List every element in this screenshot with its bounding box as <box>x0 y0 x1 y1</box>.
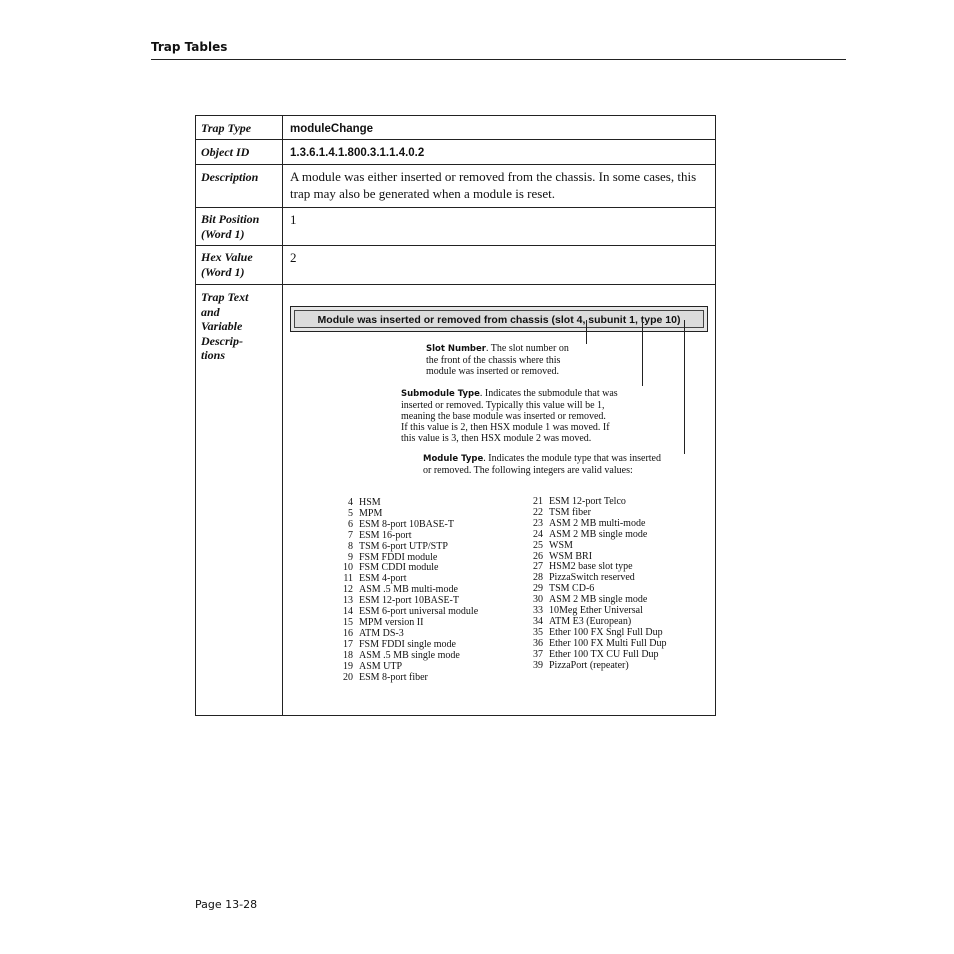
leader-line-module-type <box>684 320 685 454</box>
module-type-number: 18 <box>343 649 353 661</box>
module-type-line1: . Indicates the module type that was inserted <box>483 453 661 464</box>
trap-text-label <box>201 290 277 363</box>
module-type-item <box>331 673 478 684</box>
module-type-item <box>521 661 667 672</box>
module-type-item <box>331 542 478 553</box>
module-type-number: 23 <box>533 517 543 529</box>
submodule-type-line5: this value is 3, then HSX module 2 was moved. <box>401 433 592 444</box>
bit-position-label-line2: (Word 1) <box>201 226 245 241</box>
module-type-name: FSM FDDI module <box>359 551 438 563</box>
slot-number-note <box>426 343 626 377</box>
module-type-number: 26 <box>533 550 543 562</box>
submodule-type-line4: If this value is 2, then HSX module 1 was moved. If <box>401 422 610 433</box>
module-type-term: Module Type <box>423 454 484 464</box>
module-type-name: ESM 12-port 10BASE-T <box>359 595 459 607</box>
module-type-name: TSM fiber <box>549 506 591 518</box>
module-type-number: 14 <box>343 606 353 618</box>
submodule-type-line2: inserted or removed. Typically this value will be 1, <box>401 400 605 411</box>
row-bit-position <box>196 208 715 246</box>
module-type-number: 17 <box>343 638 353 650</box>
hex-value-value: 2 <box>290 250 297 265</box>
module-type-name: WSM <box>549 539 573 551</box>
module-type-list-left <box>331 498 478 683</box>
leader-line-slot <box>586 320 587 344</box>
object-id-value: 1.3.6.1.4.1.800.3.1.1.4.0.2 <box>290 147 425 159</box>
object-id-label: Object ID <box>201 145 250 159</box>
module-type-number: 4 <box>348 497 353 508</box>
module-type-name: ASM .5 MB multi-mode <box>359 584 458 596</box>
module-type-number: 33 <box>533 605 543 617</box>
module-type-number: 10 <box>343 562 353 574</box>
module-type-item <box>331 651 478 662</box>
module-type-number: 11 <box>343 573 353 585</box>
module-type-number: 30 <box>533 594 543 606</box>
module-type-name: PizzaPort (repeater) <box>549 659 629 671</box>
slot-number-line3: module was inserted or removed. <box>426 366 560 377</box>
hex-value-label-line2: (Word 1) <box>201 264 245 279</box>
module-type-number: 19 <box>343 660 353 672</box>
module-type-item <box>521 650 667 661</box>
row-trap-type <box>196 116 715 140</box>
trap-text-label-line5: tions <box>201 348 226 362</box>
module-type-number: 9 <box>348 551 353 563</box>
module-type-number: 12 <box>343 584 353 596</box>
module-type-number: 34 <box>533 615 543 627</box>
slot-number-line1: . The slot number on <box>485 343 569 354</box>
module-type-number: 28 <box>533 572 543 584</box>
module-type-line2: or removed. The following integers are valid values: <box>423 465 633 476</box>
module-type-note <box>423 453 708 476</box>
module-type-name: FSM CDDI module <box>359 562 439 574</box>
module-type-number: 20 <box>343 671 353 683</box>
module-type-item <box>331 531 478 542</box>
module-type-name: ATM DS-3 <box>359 627 404 639</box>
module-type-number: 36 <box>533 637 543 649</box>
module-type-item <box>521 530 667 541</box>
module-type-number: 39 <box>533 659 543 671</box>
leader-line-submodule <box>642 320 643 386</box>
header-rule <box>151 59 846 60</box>
module-type-name: ESM 12-port Telco <box>549 496 626 507</box>
module-type-name: ESM 8-port fiber <box>359 671 428 683</box>
slot-number-line2: the front of the chassis where this <box>426 355 561 366</box>
submodule-type-term: Submodule Type <box>401 389 480 399</box>
module-type-number: 13 <box>343 595 353 607</box>
row-description <box>196 165 715 208</box>
module-type-number: 7 <box>348 529 353 541</box>
module-type-name: ESM 4-port <box>359 573 407 585</box>
module-type-number: 8 <box>348 540 353 552</box>
module-type-item <box>521 541 667 552</box>
running-header: Trap Tables <box>151 40 228 54</box>
module-type-name: TSM CD-6 <box>549 583 595 595</box>
submodule-type-note <box>401 388 661 444</box>
module-type-item <box>331 618 478 629</box>
module-type-name: FSM FDDI single mode <box>359 638 456 650</box>
module-type-name: MPM version II <box>359 616 424 628</box>
trap-text-label-line1: Trap Text <box>201 290 249 304</box>
module-type-name: Ether 100 TX CU Full Dup <box>549 648 659 660</box>
module-type-list-right <box>521 497 667 672</box>
hex-value-label-line1: Hex Value <box>201 250 253 264</box>
module-type-number: 22 <box>533 506 543 518</box>
module-type-number: 24 <box>533 528 543 540</box>
module-type-name: 10Meg Ether Universal <box>549 605 643 617</box>
module-type-number: 37 <box>533 648 543 660</box>
module-type-name: ESM 8-port 10BASE-T <box>359 518 454 530</box>
module-type-name: ASM .5 MB single mode <box>359 649 460 661</box>
trap-message-box <box>290 306 708 332</box>
module-type-name: TSM 6-port UTP/STP <box>359 540 448 552</box>
hex-value-label <box>201 250 277 279</box>
trap-type-value: moduleChange <box>290 123 374 135</box>
module-type-number: 29 <box>533 583 543 595</box>
description-value: A module was either inserted or removed from the chassis. In some cases, this trap may also be generated when a module is reset. <box>290 169 697 201</box>
module-type-name: PizzaSwitch reserved <box>549 572 635 584</box>
description-label: Description <box>201 170 259 184</box>
slot-number-term: Slot Number <box>426 344 486 354</box>
module-type-name: ASM 2 MB single mode <box>549 528 648 540</box>
trap-text-label-line3: Variable <box>201 319 243 333</box>
trap-type-label: Trap Type <box>201 121 252 135</box>
submodule-type-line1: . Indicates the submodule that was <box>479 388 618 399</box>
module-type-name: ESM 6-port universal module <box>359 606 479 618</box>
module-type-name: WSM BRI <box>549 550 593 562</box>
module-type-number: 16 <box>343 627 353 639</box>
module-type-item <box>331 662 478 673</box>
module-type-name: HSM <box>359 497 381 508</box>
trap-text-label-line4: Descrip- <box>201 333 243 348</box>
module-type-number: 15 <box>343 616 353 628</box>
trap-message-text: Module was inserted or removed from chassis (slot 4, subunit 1, type 10) <box>317 314 681 326</box>
module-type-name: ASM 2 MB multi-mode <box>549 517 646 529</box>
module-type-number: 25 <box>533 539 543 551</box>
bit-position-label <box>201 212 277 241</box>
trap-text-label-line2: and <box>201 304 220 319</box>
module-type-name: ASM UTP <box>359 660 403 672</box>
module-type-name: ATM E3 (European) <box>549 615 632 627</box>
module-type-number: 27 <box>533 561 543 573</box>
bit-position-label-line1: Bit Position <box>201 212 260 226</box>
row-object-id <box>196 140 715 165</box>
module-type-name: MPM <box>359 507 383 519</box>
module-type-name: ESM 16-port <box>359 529 412 541</box>
module-type-item <box>331 498 478 509</box>
module-type-name: HSM2 base slot type <box>549 561 633 573</box>
module-type-number: 5 <box>348 507 353 519</box>
module-type-name: ASM 2 MB single mode <box>549 594 648 606</box>
module-type-number: 21 <box>533 496 543 507</box>
row-hex-value <box>196 246 715 285</box>
module-type-name: Ether 100 FX Multi Full Dup <box>549 637 667 649</box>
page-number: Page 13-28 <box>195 898 258 911</box>
submodule-type-line3: meaning the base module was inserted or removed. <box>401 411 606 422</box>
module-type-number: 6 <box>348 518 353 530</box>
module-type-number: 35 <box>533 626 543 638</box>
module-type-name: Ether 100 FX Sngl Full Dup <box>549 626 663 638</box>
bit-position-value: 1 <box>290 212 297 227</box>
